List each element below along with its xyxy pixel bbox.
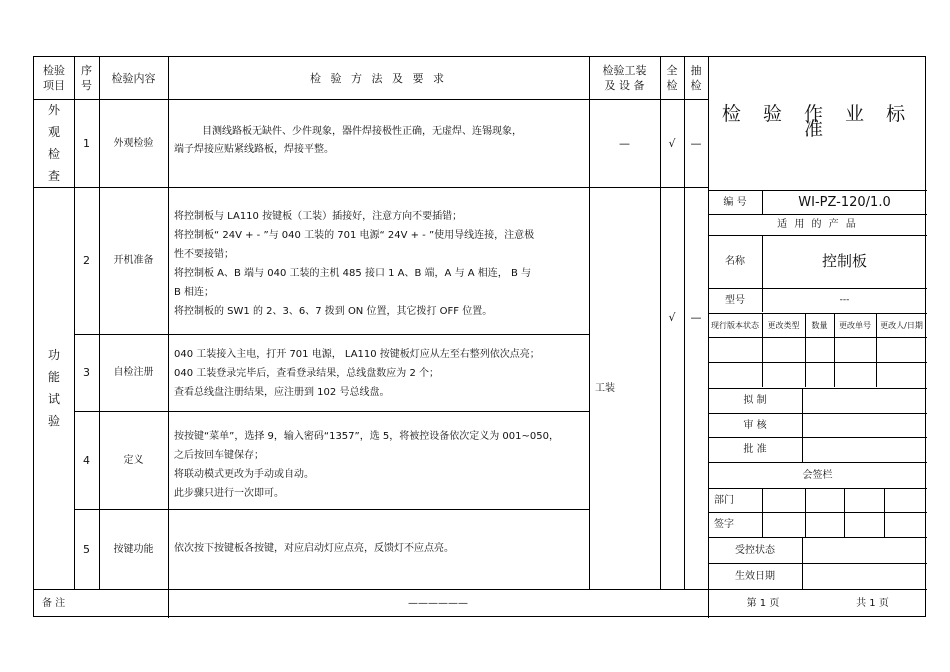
row-4-content: 定义 [123, 454, 144, 466]
page-label: 第 1 页 [746, 598, 780, 609]
change-header-type: 更改类型 [767, 320, 800, 330]
row-4-seq: 4 [83, 453, 90, 467]
change-header-person: 更改人/日期 [880, 320, 923, 330]
row-1-tool: — [619, 136, 630, 150]
header-tool: 检验工装 及 设 备 [602, 64, 647, 92]
model-value: --- [839, 295, 850, 305]
grid-line [168, 57, 169, 618]
row-1-content: 外观检验 [113, 137, 154, 149]
change-header-version: 现行版本状态 [711, 320, 759, 330]
row-1-sample: — [690, 136, 702, 150]
remark-label: 备 注 [42, 598, 66, 609]
row-3-method: 040 工装接入主电，打开 701 电源， LA110 按键板灯应从左至右整列依次点亮； 040 工装登录完毕后，查看登录结果，总线盘数应为 2 个； 查看总线盘注册结果，应注册到 102 号总线盘。 [174, 349, 540, 398]
grid-line [802, 388, 803, 462]
doc-title: 检 验 作 业 标 准 [721, 103, 914, 140]
grid-line [805, 488, 806, 537]
name-label: 名称 [725, 256, 745, 267]
header-sample: 抽 检 [690, 64, 702, 92]
doc-no-label: 编 号 [723, 196, 747, 208]
grid-line [802, 537, 803, 589]
header-item: 检验 项目 [43, 64, 65, 92]
grid-line [708, 337, 927, 338]
doc-no: WI-PZ-120/1.0 [798, 194, 891, 210]
grid-line [762, 488, 763, 537]
function-sample: — [690, 310, 702, 324]
name-value: 控制板 [821, 252, 867, 270]
row-5-seq: 5 [83, 542, 90, 556]
row-2-content: 开机准备 [113, 255, 154, 266]
applicable-label: 适 用 的 产 品 [777, 219, 858, 230]
approve-label: 批 准 [743, 444, 767, 455]
sign-label: 签字 [714, 519, 734, 530]
row-4-method: 按按键“菜单”，选择 9，输入密码“1357”，选 5，将被控设备依次定义为 001~050， 之后按回车键保存； 将联动模式更改为手动或自动。 此步骤只进行一次即可。 [174, 431, 559, 499]
dept-label: 部门 [714, 494, 734, 506]
change-header-no: 更改单号 [839, 320, 871, 330]
row-3-seq: 3 [83, 366, 90, 379]
effective-label: 生效日期 [735, 570, 775, 582]
row-5-method: 依次按下按键板各按键，对应启动灯应点亮，反馈灯不应点亮。 [174, 543, 454, 554]
row-1-seq: 1 [83, 136, 90, 150]
grid-line [844, 488, 845, 537]
group-function: 功 能 试 验 [47, 348, 60, 428]
total-label: 共 1 页 [856, 598, 889, 609]
header-content: 检验内容 [111, 71, 156, 85]
review-label: 审 核 [743, 419, 767, 431]
header-method: 检 验 方 法 及 要 求 [310, 71, 447, 85]
draft-label: 拟 制 [743, 395, 767, 406]
row-2-seq: 2 [83, 254, 90, 267]
row-1-full: √ [668, 136, 676, 150]
grid-line [884, 488, 885, 537]
remark-value: —————— [408, 598, 468, 609]
row-2-method: 将控制板与 LA110 按键板（工装）插接好，注意方向不要插错； 将控制板“ 24V + - ”与 040 工装的 701 电源“ 24V + - ”使用导线连接，注意极 性不要接错； 将控制板 A、B 端与 040 工装的主机 485 接口 1 A、B 端，A 与 A 相连， B 与 B 相连； 将控制板的 SW1 的 2、3、6、7 拨到 ON 位置，其它拨打 OFF 位置。 [174, 211, 535, 317]
control-label: 受控状态 [735, 544, 775, 556]
row-1-method: 目测线路板无缺件、少件现象，器件焊接极性正确，无虚焊、连锡现象， 端子焊接应贴紧线路板，焊接平整。 [174, 126, 522, 155]
model-label: 型号 [725, 295, 745, 306]
function-tool: 工装 [595, 382, 615, 394]
grid-line [708, 362, 927, 363]
inspection-sheet [33, 56, 926, 617]
header-full: 全 检 [666, 64, 678, 92]
change-header-qty: 数量 [811, 320, 828, 330]
row-3-content: 自检注册 [113, 367, 154, 378]
countersign-label: 会签栏 [802, 469, 833, 481]
group-appearance: 外 观 检 查 [47, 103, 60, 183]
header-seq: 序 号 [81, 64, 92, 92]
row-5-content: 按键功能 [113, 543, 154, 555]
function-full: √ [668, 310, 676, 324]
